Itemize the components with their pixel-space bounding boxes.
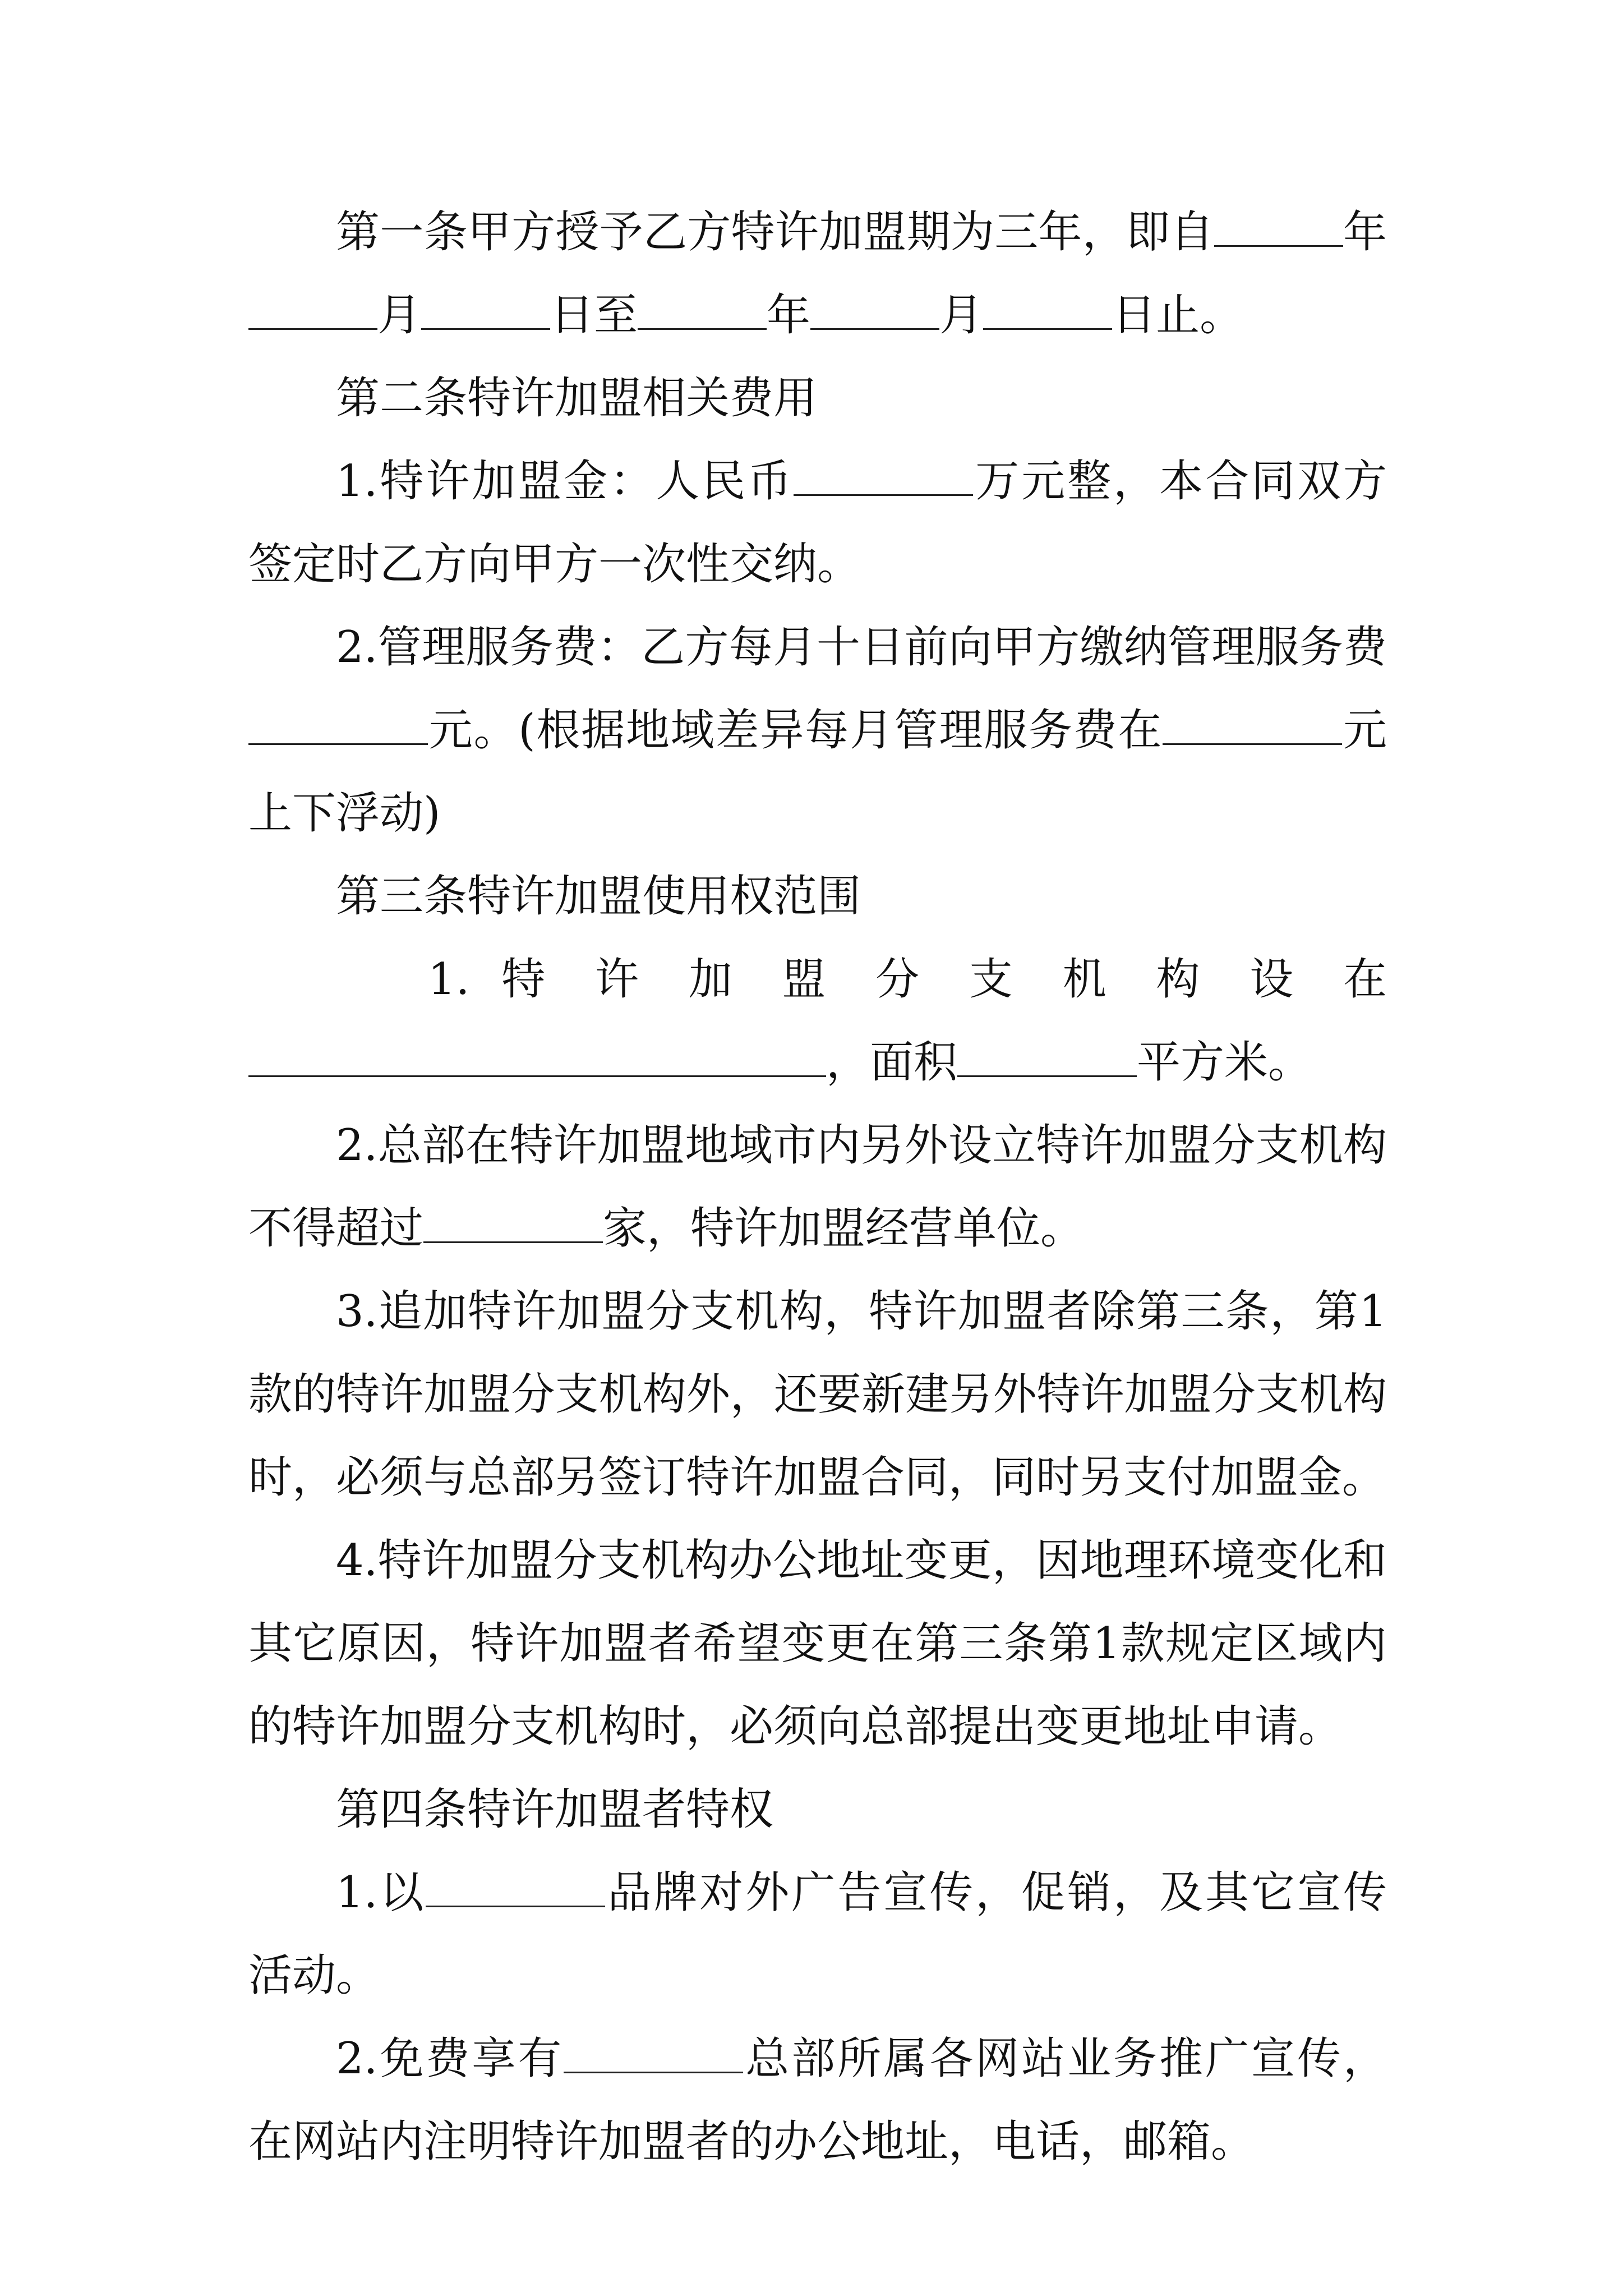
website-label: 2.免费享有 [336, 2033, 564, 2084]
branch-limit-blank [423, 1201, 603, 1243]
management-fee-text: 元。(根据地域差异每月管理服务费在 [428, 705, 1163, 756]
brand-blank [426, 1865, 605, 1907]
franchise-fee-blank [794, 454, 973, 496]
management-fee-label: 2.管理服务费：乙方每月十日前向甲方缴纳管理服务费 [336, 622, 1387, 673]
area-blank [957, 1035, 1137, 1077]
start-day-blank [421, 288, 550, 330]
article-4-title: 第四条特许加盟者特权 [336, 1784, 774, 1835]
branch-limit-unit: 家，特许加盟经营单位。 [603, 1203, 1085, 1254]
article-2-title: 第二条特许加盟相关费用 [336, 373, 818, 424]
management-fee-blank [248, 703, 428, 745]
article-4-item-2 [248, 2017, 1387, 2183]
article-2-item-1 [248, 440, 1387, 606]
article-3-item-1-line-1: 1. 特 许 加 盟 分 支 机 构 设 在 [428, 954, 1387, 1005]
end-month-blank [810, 288, 939, 330]
end-day-blank [983, 288, 1112, 330]
article-3-item-2 [248, 1104, 1387, 1270]
end-day-label: 日止。 [1112, 290, 1244, 341]
management-fee-range-blank [1163, 703, 1342, 745]
day-to-label: 日至 [550, 290, 638, 341]
brand-label: 1.以 [336, 1867, 426, 1918]
franchise-fee-label: 1.特许加盟金：人民币 [336, 456, 794, 507]
article-1-text: 第一条甲方授予乙方特许加盟期为三年，即自 [336, 207, 1214, 257]
article-3-item-3: 3.追加特许加盟分支机构，特许加盟者除第三条，第1款的特许加盟分支机构外，还要新建另外特许加盟分支机构时，必须与总部另签订特许加盟合同，同时另支付加盟金。 [248, 1286, 1387, 1503]
brand-text: 品牌对外广告宣传，促销，及其它宣传活动。 [248, 1867, 1387, 2001]
website-text: 总部所属各网站业务推广宣传，在网站内注明特许加盟者的办公地址，电话，邮箱。 [248, 2033, 1387, 2167]
article-3-item-1-line-2 [248, 1021, 1387, 1104]
start-year-blank [1214, 205, 1343, 247]
year-label: 年 [1343, 207, 1387, 257]
start-month-blank [248, 288, 377, 330]
franchise-fee-text: 万元整，本合同双方签定时乙方向甲方一次性交纳。 [248, 456, 1387, 590]
area-unit: 平方米。 [1137, 1037, 1312, 1088]
management-fee-range-text: 元上下浮动) [248, 705, 1387, 839]
month-label: 月 [377, 290, 422, 341]
contract-page [248, 191, 1387, 2183]
article-4-item-1 [248, 1851, 1387, 2017]
article-1-paragraph [248, 191, 1387, 357]
end-year-label: 年 [767, 290, 811, 341]
article-3-title: 第三条特许加盟使用权范围 [336, 871, 861, 922]
area-label: ，面积 [826, 1037, 958, 1088]
branch-limit-text: 2.总部在特许加盟地域市内另外设立特许加盟分支机构不得超过 [248, 1120, 1387, 1254]
end-year-blank [638, 288, 767, 330]
website-blank [564, 2031, 743, 2073]
article-2-item-2 [248, 606, 1387, 855]
end-month-label: 月 [939, 290, 984, 341]
article-3-item-4: 4.特许加盟分支机构办公地址变更，因地理环境变化和其它原因，特许加盟者希望变更在第三条第1款规定区域内的特许加盟分支机构时，必须向总部提出变更地址申请。 [248, 1535, 1387, 1752]
branch-location-blank [248, 1035, 826, 1077]
